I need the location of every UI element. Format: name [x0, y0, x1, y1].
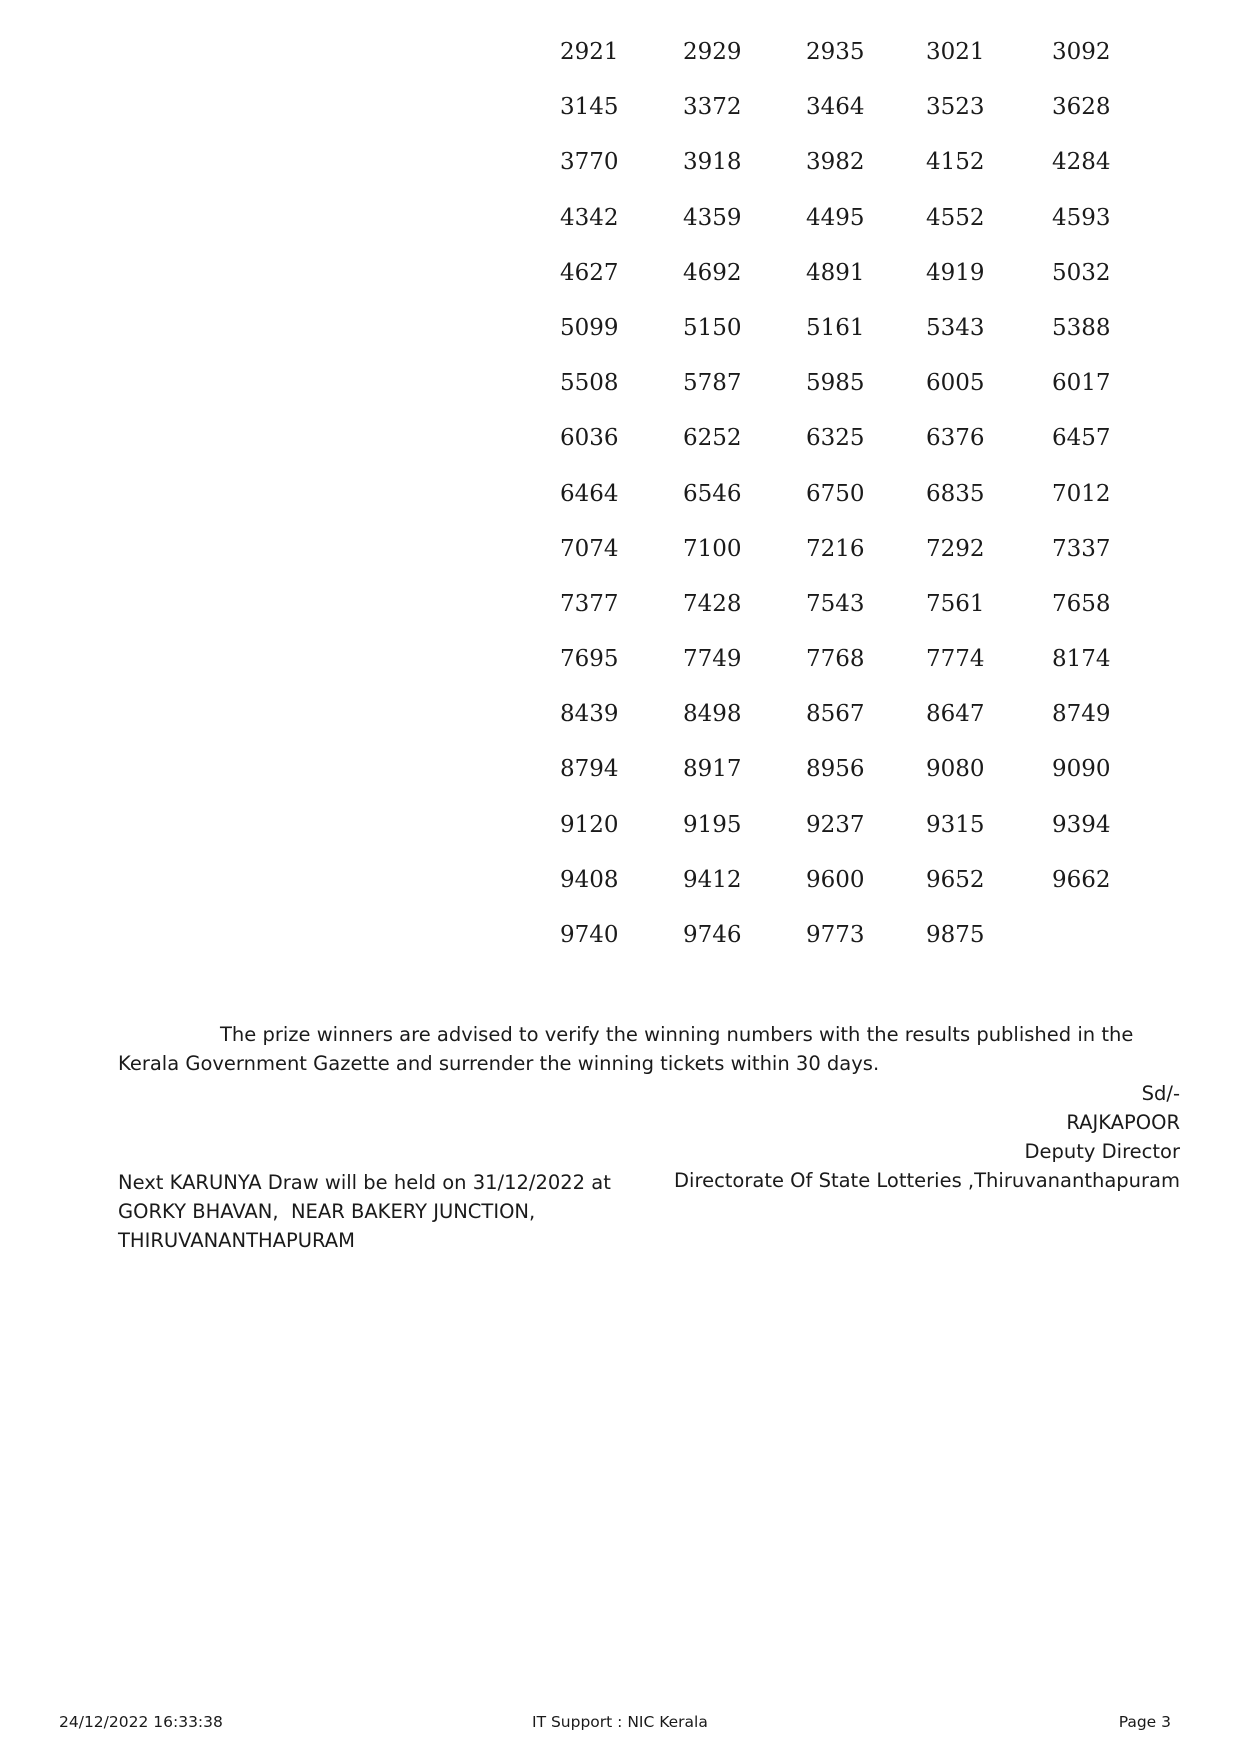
winning-number: 9600 [806, 866, 865, 893]
winning-number: 4152 [926, 149, 985, 176]
winning-number: 3628 [1052, 94, 1111, 121]
number-row [0, 755, 1241, 810]
footer-page-number: Page 3 [1118, 1713, 1171, 1731]
winning-number: 3372 [683, 94, 742, 121]
number-row [0, 204, 1241, 259]
winning-number: 3464 [806, 94, 865, 121]
number-row [0, 424, 1241, 479]
footer-it-support: IT Support : NIC Kerala [532, 1713, 708, 1731]
winning-number: 5388 [1052, 314, 1111, 341]
notice-text: The prize winners are advised to verify the winning numbers with the results published in the Kerala Government Gazette and surrender the winning tickets within 30 days. [118, 1023, 1134, 1075]
winning-number: 6750 [806, 480, 865, 507]
winning-number: 7216 [806, 535, 865, 562]
number-row [0, 148, 1241, 203]
winning-number: 3523 [926, 94, 985, 121]
winning-number: 6005 [926, 370, 985, 397]
number-row [0, 480, 1241, 535]
winning-number: 7337 [1052, 535, 1111, 562]
winning-number: 7377 [560, 590, 619, 617]
signatory-designation: Deputy Director [1024, 1140, 1180, 1163]
number-row [0, 369, 1241, 424]
number-row [0, 921, 1241, 976]
winning-number: 4593 [1052, 204, 1111, 231]
winning-number: 2929 [683, 39, 742, 65]
winning-number: 6464 [560, 480, 619, 507]
winning-number: 5032 [1052, 259, 1111, 286]
winning-number: 5099 [560, 314, 619, 341]
winning-number: 5787 [683, 370, 742, 397]
next-draw-line-3: THIRUVANANTHAPURAM [118, 1229, 355, 1252]
winning-number: 9237 [806, 811, 865, 838]
number-row [0, 700, 1241, 755]
winning-number: 4627 [560, 259, 619, 286]
winning-number: 9652 [926, 866, 985, 893]
winning-number: 5150 [683, 314, 742, 341]
prize-notice [118, 1020, 1178, 1078]
winning-number: 7768 [806, 646, 865, 673]
winning-number: 7100 [683, 535, 742, 562]
winning-number: 8794 [560, 756, 619, 783]
winning-number: 5985 [806, 370, 865, 397]
winning-number: 9412 [683, 866, 742, 893]
winning-number: 3770 [560, 149, 619, 176]
winning-number: 7292 [926, 535, 985, 562]
winning-number: 8647 [926, 701, 985, 728]
signature-block [674, 1079, 1180, 1195]
winning-number: 6546 [683, 480, 742, 507]
winning-number: 9746 [683, 922, 742, 948]
winning-number: 9315 [926, 811, 985, 838]
winning-number: 7428 [683, 590, 742, 617]
signatory-office: Directorate Of State Lotteries ,Thiruvananthapuram [674, 1169, 1180, 1192]
winning-number: 7543 [806, 590, 865, 617]
number-row [0, 535, 1241, 590]
winning-number: 3021 [926, 39, 985, 65]
number-row [0, 259, 1241, 314]
winning-number: 4284 [1052, 149, 1111, 176]
number-row [0, 645, 1241, 700]
winning-number: 4359 [683, 204, 742, 231]
winning-number: 4342 [560, 204, 619, 231]
winning-number: 6835 [926, 480, 985, 507]
winning-number: 7774 [926, 646, 985, 673]
winning-number: 3092 [1052, 39, 1111, 65]
winning-number: 9408 [560, 866, 619, 893]
winning-number: 8917 [683, 756, 742, 783]
winning-number: 4692 [683, 259, 742, 286]
winning-number: 5161 [806, 314, 865, 341]
winning-number: 5343 [926, 314, 985, 341]
next-draw-info [118, 1168, 678, 1255]
next-draw-line-2: GORKY BHAVAN, NEAR BAKERY JUNCTION, [118, 1200, 536, 1223]
winning-number: 8749 [1052, 701, 1111, 728]
winning-number: 9875 [926, 922, 985, 948]
winning-number: 9773 [806, 922, 865, 948]
winning-number: 7074 [560, 535, 619, 562]
winning-number: 9120 [560, 811, 619, 838]
winning-number: 6252 [683, 425, 742, 452]
winning-number: 4919 [926, 259, 985, 286]
signatory-name: RAJKAPOOR [1066, 1111, 1180, 1134]
winning-number: 8498 [683, 701, 742, 728]
winning-number: 5508 [560, 370, 619, 397]
winning-number: 4495 [806, 204, 865, 231]
winning-number: 6036 [560, 425, 619, 452]
winning-number: 2921 [560, 39, 619, 65]
winning-number: 6325 [806, 425, 865, 452]
footer-timestamp: 24/12/2022 16:33:38 [59, 1713, 223, 1731]
winning-number: 9394 [1052, 811, 1111, 838]
number-row [0, 811, 1241, 866]
winning-number: 7695 [560, 646, 619, 673]
winning-number: 9090 [1052, 756, 1111, 783]
winning-number: 3918 [683, 149, 742, 176]
winning-number: 9740 [560, 922, 619, 948]
number-row [0, 93, 1241, 148]
number-row [0, 590, 1241, 645]
winning-number: 2935 [806, 39, 865, 65]
winning-number: 4552 [926, 204, 985, 231]
winning-number: 8567 [806, 701, 865, 728]
winning-number: 8174 [1052, 646, 1111, 673]
winning-number: 9195 [683, 811, 742, 838]
winning-number: 6457 [1052, 425, 1111, 452]
number-row [0, 38, 1241, 93]
winning-number: 8956 [806, 756, 865, 783]
winning-number: 9662 [1052, 866, 1111, 893]
winning-number: 6376 [926, 425, 985, 452]
number-row [0, 314, 1241, 369]
winning-number: 3982 [806, 149, 865, 176]
next-draw-line-1: Next KARUNYA Draw will be held on 31/12/2022 at [118, 1171, 611, 1194]
winning-number: 7561 [926, 590, 985, 617]
winning-number: 8439 [560, 701, 619, 728]
winning-number: 4891 [806, 259, 865, 286]
winning-number: 6017 [1052, 370, 1111, 397]
winning-number: 9080 [926, 756, 985, 783]
number-row [0, 866, 1241, 921]
signature-sd: Sd/- [1141, 1082, 1180, 1105]
winning-number: 7012 [1052, 480, 1111, 507]
winning-number: 7658 [1052, 590, 1111, 617]
winning-numbers-grid [0, 38, 1241, 976]
winning-number: 3145 [560, 94, 619, 121]
winning-number: 7749 [683, 646, 742, 673]
